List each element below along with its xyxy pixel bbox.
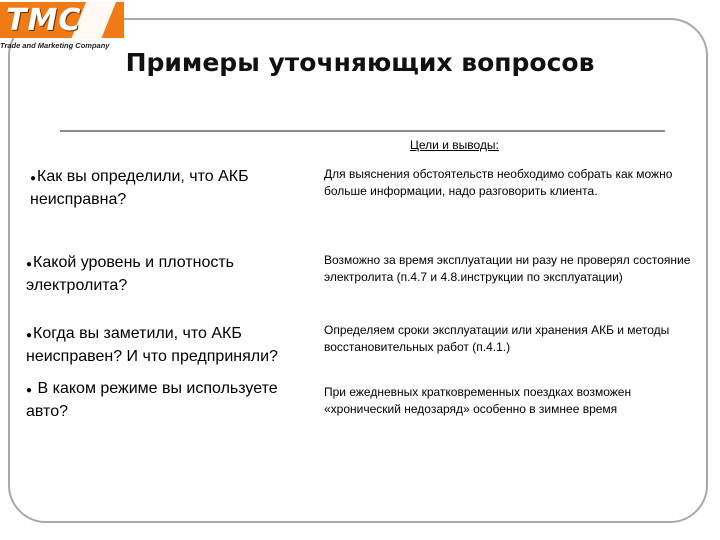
answer-3: Определяем сроки эксплуатации или хранения АКБ и методы восстановительных работ (п.4.1.) xyxy=(324,323,670,354)
bullet-icon: ● xyxy=(30,173,37,184)
title-divider xyxy=(60,130,665,132)
question-text: Как вы определили, что АКБ неисправна? xyxy=(30,168,249,208)
logo-tagline: Trade and Marketing Company xyxy=(0,41,110,50)
bullet-icon: ● xyxy=(26,330,33,341)
answer-4: При ежедневных кратковременных поездках возможен «хронический недозаряд» особенно в зимнее время xyxy=(324,385,632,416)
company-logo xyxy=(0,0,140,54)
logo-badge xyxy=(0,2,124,38)
answer-1: Для выяснения обстоятельств необходимо собрать как можно больше информации, надо разговорить клиента. xyxy=(324,167,673,198)
question-text: В каком режиме вы используете авто? xyxy=(26,380,278,420)
answer-2: Возможно за время эксплуатации ни разу не проверял состояние электролита (п.4.7 и 4.8.инструкции по эксплуатации) xyxy=(324,253,691,284)
question-text: Когда вы заметили, что АКБ неисправен? И что предприняли? xyxy=(26,325,278,365)
question-1 xyxy=(30,166,320,210)
logo-text: TMC xyxy=(6,3,82,38)
question-text: Какой уровень и плотность электролита? xyxy=(26,254,235,294)
question-2 xyxy=(26,252,316,296)
bullet-icon: ● xyxy=(26,385,33,396)
column-header: Цели и выводы: xyxy=(410,138,499,152)
question-3 xyxy=(26,323,316,367)
slide-title: Примеры уточняющих вопросов xyxy=(125,48,595,77)
bullet-icon: ● xyxy=(26,259,33,270)
question-4 xyxy=(26,378,316,422)
